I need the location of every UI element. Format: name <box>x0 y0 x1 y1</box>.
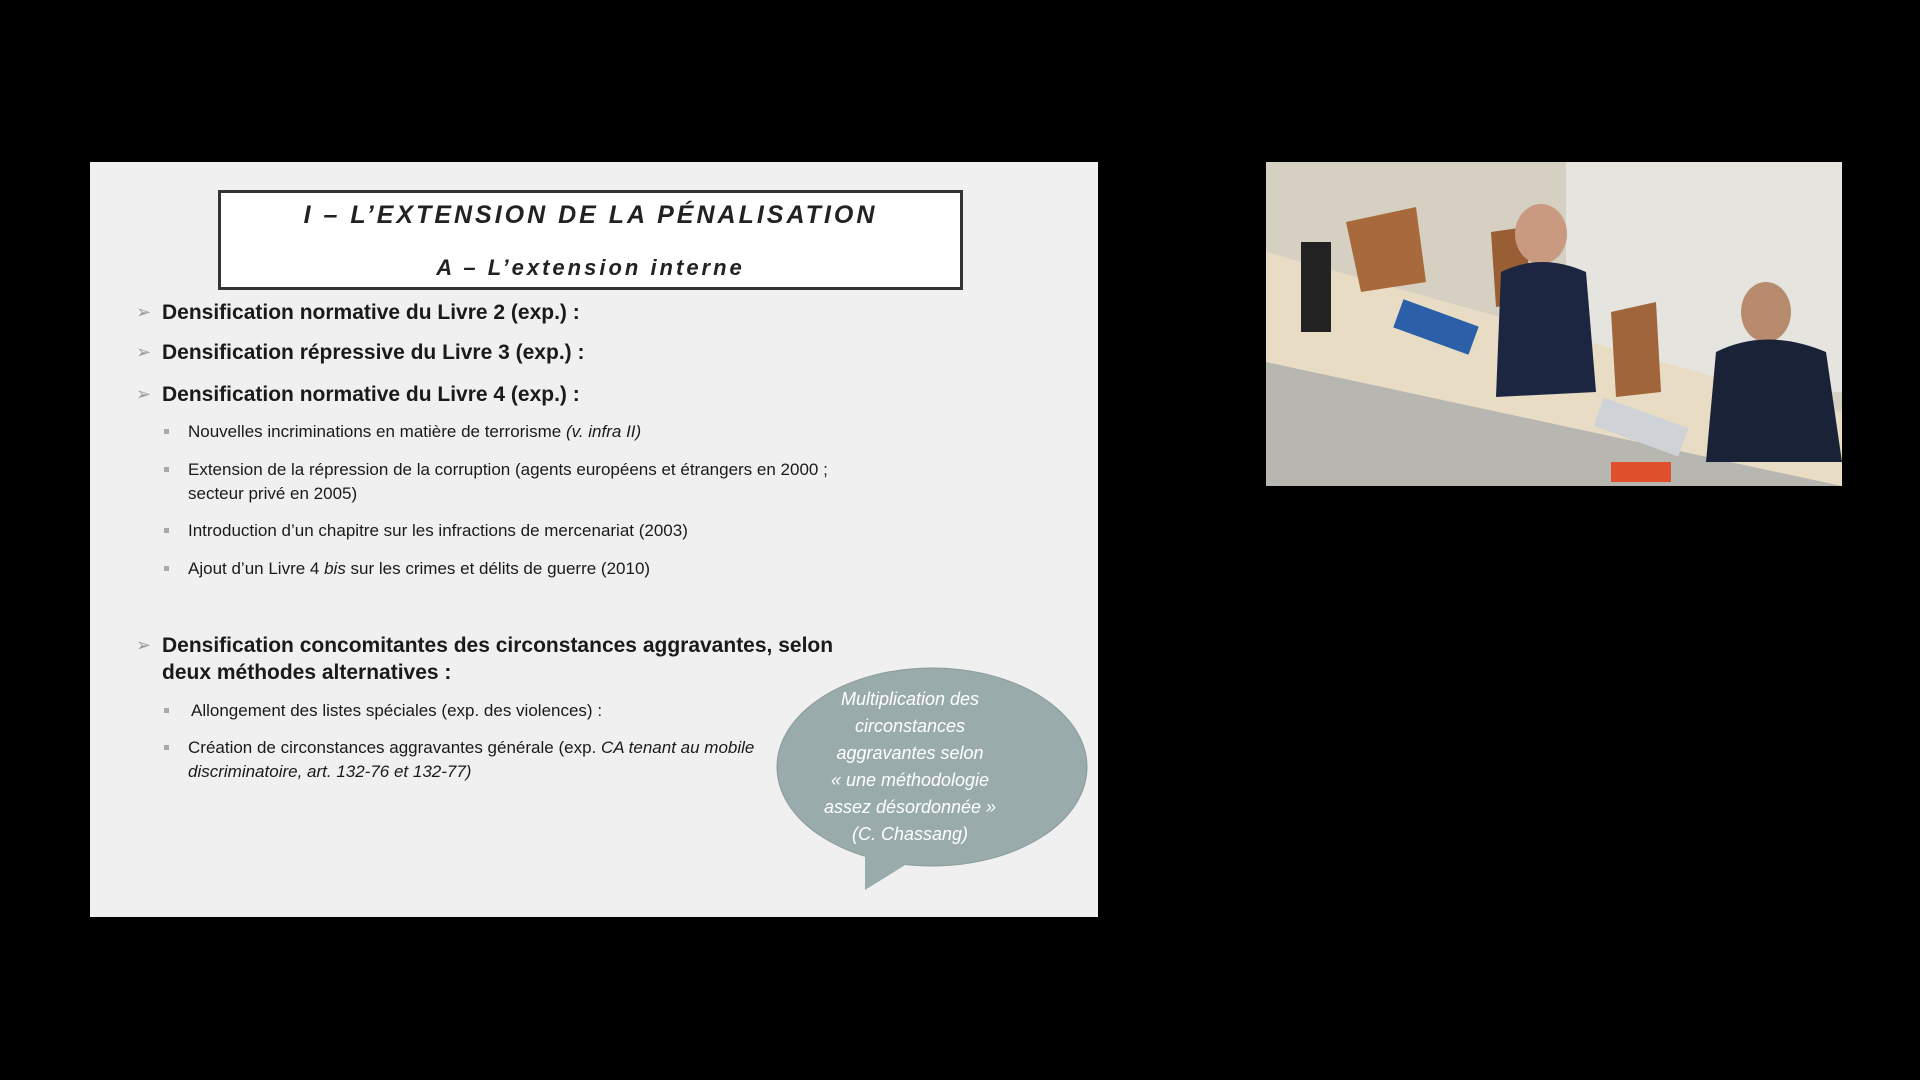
sub-bullet-text: Extension de la répression de la corruption (agents européens et étrangers en 2000 ; secteur privé en 2005) <box>188 460 828 503</box>
bullet-text: Densification normative du Livre 4 (exp.) : <box>162 383 580 406</box>
sub-bullet-text: Nouvelles incriminations en matière de terrorisme <box>188 422 566 441</box>
speaker-head <box>1515 204 1567 264</box>
bubble-line: circonstances <box>854 716 966 736</box>
slide-subtitle: A – L’extension interne <box>436 255 745 280</box>
video-scene <box>1266 162 1842 486</box>
person-body <box>1706 340 1842 463</box>
chair <box>1611 302 1661 397</box>
slide-title: I – L’EXTENSION DE LA PÉNALISATION <box>303 201 878 229</box>
sub-bullet-text: Introduction d’un chapitre sur les infractions de mercenariat (2003) <box>188 521 688 540</box>
arrow-bullet-icon: ➢ <box>136 635 152 655</box>
bubble-line: « une méthodologie <box>830 770 990 790</box>
arrow-bullet-icon: ➢ <box>136 384 152 404</box>
sub-bullet-italic: bis <box>324 559 346 578</box>
bubble-line: assez désordonnée » <box>823 797 997 817</box>
arrow-bullet-icon: ➢ <box>136 342 152 362</box>
speaker-body <box>1496 262 1596 397</box>
sub-bullet-italic: CA tenant au mobile discriminatoire, art. 132-76 et 132-77) <box>188 738 755 781</box>
bubble-line: (C. Chassang) <box>851 824 969 844</box>
bullet-text: Densification répressive du Livre 3 (exp.) : <box>162 341 585 364</box>
arrow-bullet-icon: ➢ <box>136 302 152 322</box>
sub-bullet-italic: (v. infra II) <box>565 422 642 441</box>
bubble-line: Multiplication des <box>840 689 980 709</box>
speaker-video-feed <box>1266 162 1842 486</box>
monitor <box>1301 242 1331 332</box>
sub-bullet-text: sur les crimes et délits de guerre (2010) <box>345 559 651 578</box>
bullet-text: Densification normative du Livre 2 (exp.) : <box>162 301 580 324</box>
presentation-slide <box>90 162 1098 917</box>
person-head <box>1741 282 1791 342</box>
bubble-line: aggravantes selon <box>836 743 984 763</box>
sub-bullet-text: Création de circonstances aggravantes générale (exp. <box>188 738 601 757</box>
speech-bubble-text <box>780 686 1040 848</box>
sub-bullet-text: Ajout d’un Livre 4 <box>188 559 325 578</box>
bullet-text: Densification concomitantes des circonstances aggravantes, selon deux méthodes alternatives : <box>162 634 834 684</box>
sub-bullet-text: Allongement des listes spéciales (exp. des violences) : <box>191 701 603 720</box>
